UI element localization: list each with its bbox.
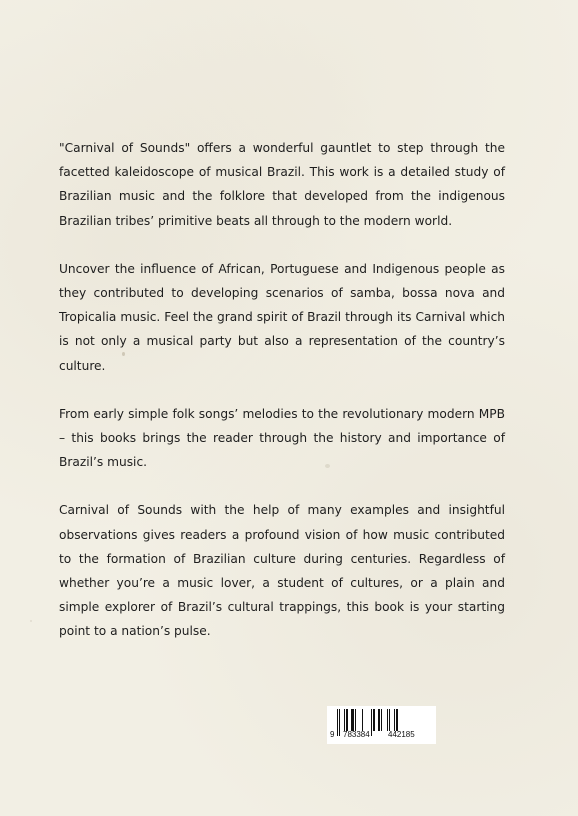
- barcode-bar: [362, 709, 363, 731]
- barcode-bar: [351, 709, 354, 731]
- barcode-bar: [339, 709, 340, 736]
- blurb-paragraph-1: "Carnival of Sounds" offers a wonderful gauntlet to step through the facetted kaleidoscope of musical Brazil. This work is a detailed study of Brazilian music and the folklore that developed from the indigenous Brazilian tribes’ primitive beats all through to the modern world.: [59, 141, 505, 228]
- barcode-bar: [389, 709, 390, 731]
- barcode-bar: [337, 709, 338, 736]
- blurb-paragraph-4: Carnival of Sounds with the help of many examples and insightful observations gives readers a profound vision of how music contributed to the formation of Brazilian culture during centuries. Regardless of whether you’re a music lover, a student of cultures, or a plain and simple explorer of Brazil’s cultural trappings, this book is your starting point to a nation’s pulse.: [59, 503, 505, 639]
- barcode-lead-digit: 9: [330, 730, 335, 739]
- barcode-bar: [371, 709, 372, 736]
- barcode-bar: [394, 709, 395, 731]
- barcode-bar: [373, 709, 375, 731]
- barcode-bar: [396, 709, 398, 731]
- isbn-barcode: [327, 706, 436, 744]
- barcode-bar: [387, 709, 388, 731]
- barcode-bar: [344, 709, 345, 731]
- barcode-bar: [381, 709, 382, 731]
- barcode-bar: [355, 709, 356, 731]
- blurb-paragraph-3: From early simple folk songs’ melodies to the revolutionary modern MPB – this books brings the reader through the history and importance of Brazil’s music.: [59, 406, 505, 470]
- barcode-bar: [346, 709, 348, 731]
- blurb-paragraph-2: Uncover the influence of African, Portuguese and Indigenous people as they contributed to developing scenarios of samba, bossa nova and Tropicalia music. Feel the grand spirit of Brazil through its Carnival which is not only a musical party but also a representation of the country’s culture.: [59, 261, 505, 373]
- barcode-left-group: 783384: [343, 730, 370, 739]
- barcode-right-group: 442185: [388, 730, 415, 739]
- barcode-bar: [378, 709, 380, 731]
- paper-speck: [30, 620, 32, 622]
- blurb-text: [59, 136, 505, 668]
